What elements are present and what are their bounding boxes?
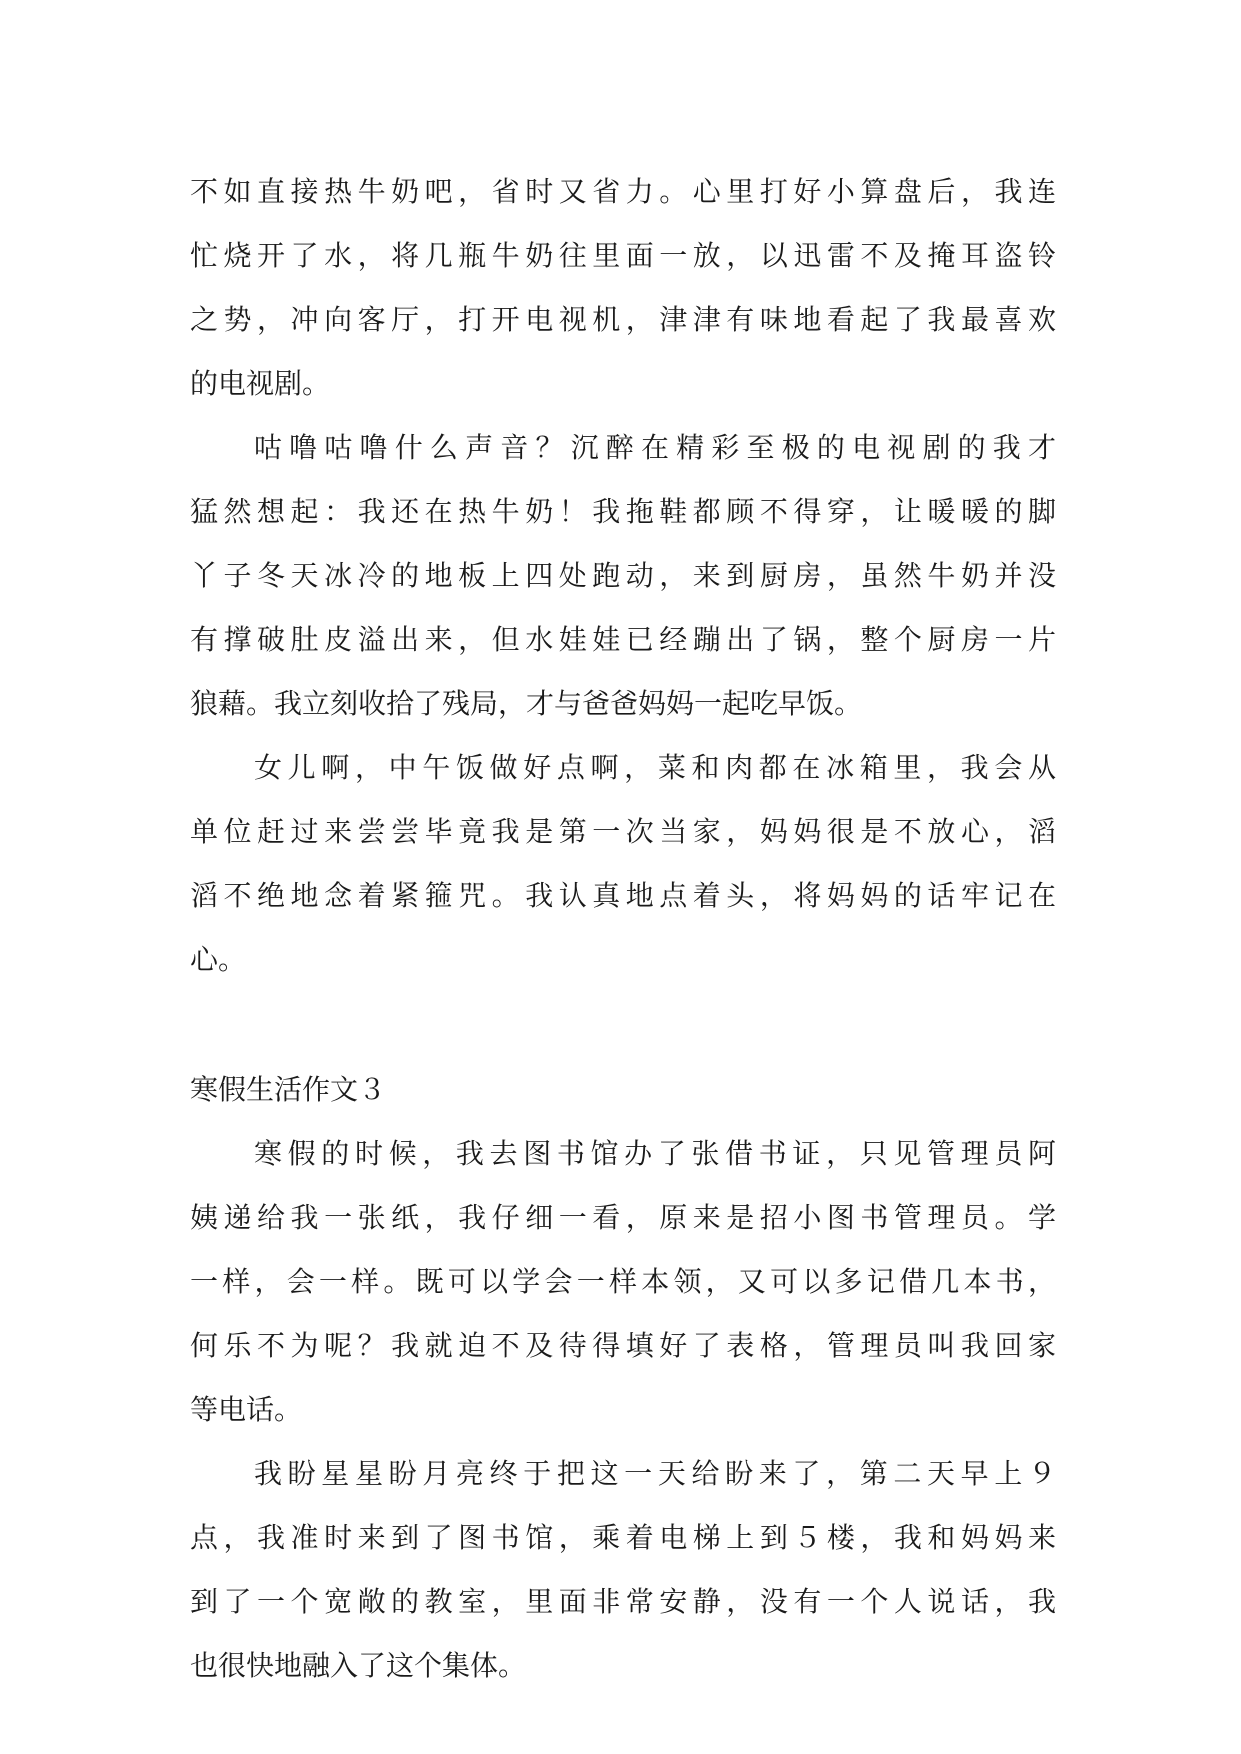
text-line: 的电视剧。 bbox=[190, 367, 331, 400]
text-line: 狼藉。我立刻收拾了残局，才与爸爸妈妈一起吃早饭。 bbox=[190, 687, 863, 720]
text-line: 女儿啊，中午饭做好点啊，菜和肉都在冰箱里，我会从 bbox=[254, 751, 1056, 784]
text-line: 丫子冬天冰冷的地板上四处跑动，来到厨房，虽然牛奶并没 bbox=[190, 559, 1056, 592]
blank-line bbox=[190, 992, 1056, 1056]
paragraph bbox=[190, 160, 1056, 416]
text-line: 有撑破肚皮溢出来，但水娃娃已经蹦出了锅，整个厨房一片 bbox=[190, 623, 1056, 656]
text-line: 何乐不为呢？我就迫不及待得填好了表格，管理员叫我回家 bbox=[190, 1329, 1056, 1362]
text-line: 单位赶过来尝尝毕竟我是第一次当家，妈妈很是不放心，滔 bbox=[190, 815, 1056, 848]
text-line: 心。 bbox=[190, 943, 247, 976]
text-line: 到了一个宽敞的教室，里面非常安静，没有一个人说话，我 bbox=[190, 1585, 1056, 1618]
text-line: 不如直接热牛奶吧，省时又省力。心里打好小算盘后，我连 bbox=[190, 175, 1056, 208]
text-line: 姨递给我一张纸，我仔细一看，原来是招小图书管理员。学 bbox=[190, 1201, 1056, 1234]
text-column bbox=[190, 160, 1056, 1698]
paragraph bbox=[190, 1122, 1056, 1442]
paragraph bbox=[190, 1442, 1056, 1698]
text-line: 等电话。 bbox=[190, 1393, 303, 1426]
text-line: 点，我准时来到了图书馆，乘着电梯上到５楼，我和妈妈来 bbox=[190, 1521, 1056, 1554]
text-line: 寒假的时候，我去图书馆办了张借书证，只见管理员阿 bbox=[254, 1137, 1056, 1170]
text-line: 忙烧开了水，将几瓶牛奶往里面一放，以迅雷不及掩耳盗铃 bbox=[190, 239, 1056, 272]
text-line: 一样，会一样。既可以学会一样本领，又可以多记借几本书， bbox=[190, 1265, 1056, 1298]
text-line: 滔不绝地念着紧箍咒。我认真地点着头，将妈妈的话牢记在 bbox=[190, 879, 1056, 912]
section-heading: 寒假生活作文３ bbox=[190, 1073, 387, 1106]
text-line: 我盼星星盼月亮终于把这一天给盼来了，第二天早上９ bbox=[254, 1457, 1056, 1490]
text-line: 咕噜咕噜什么声音？沉醉在精彩至极的电视剧的我才 bbox=[254, 431, 1056, 464]
paragraph bbox=[190, 736, 1056, 992]
text-line: 之势，冲向客厅，打开电视机，津津有味地看起了我最喜欢 bbox=[190, 303, 1056, 336]
text-line: 猛然想起：我还在热牛奶！我拖鞋都顾不得穿，让暖暖的脚 bbox=[190, 495, 1056, 528]
text-line: 也很快地融入了这个集体。 bbox=[190, 1649, 527, 1682]
paragraph bbox=[190, 416, 1056, 736]
